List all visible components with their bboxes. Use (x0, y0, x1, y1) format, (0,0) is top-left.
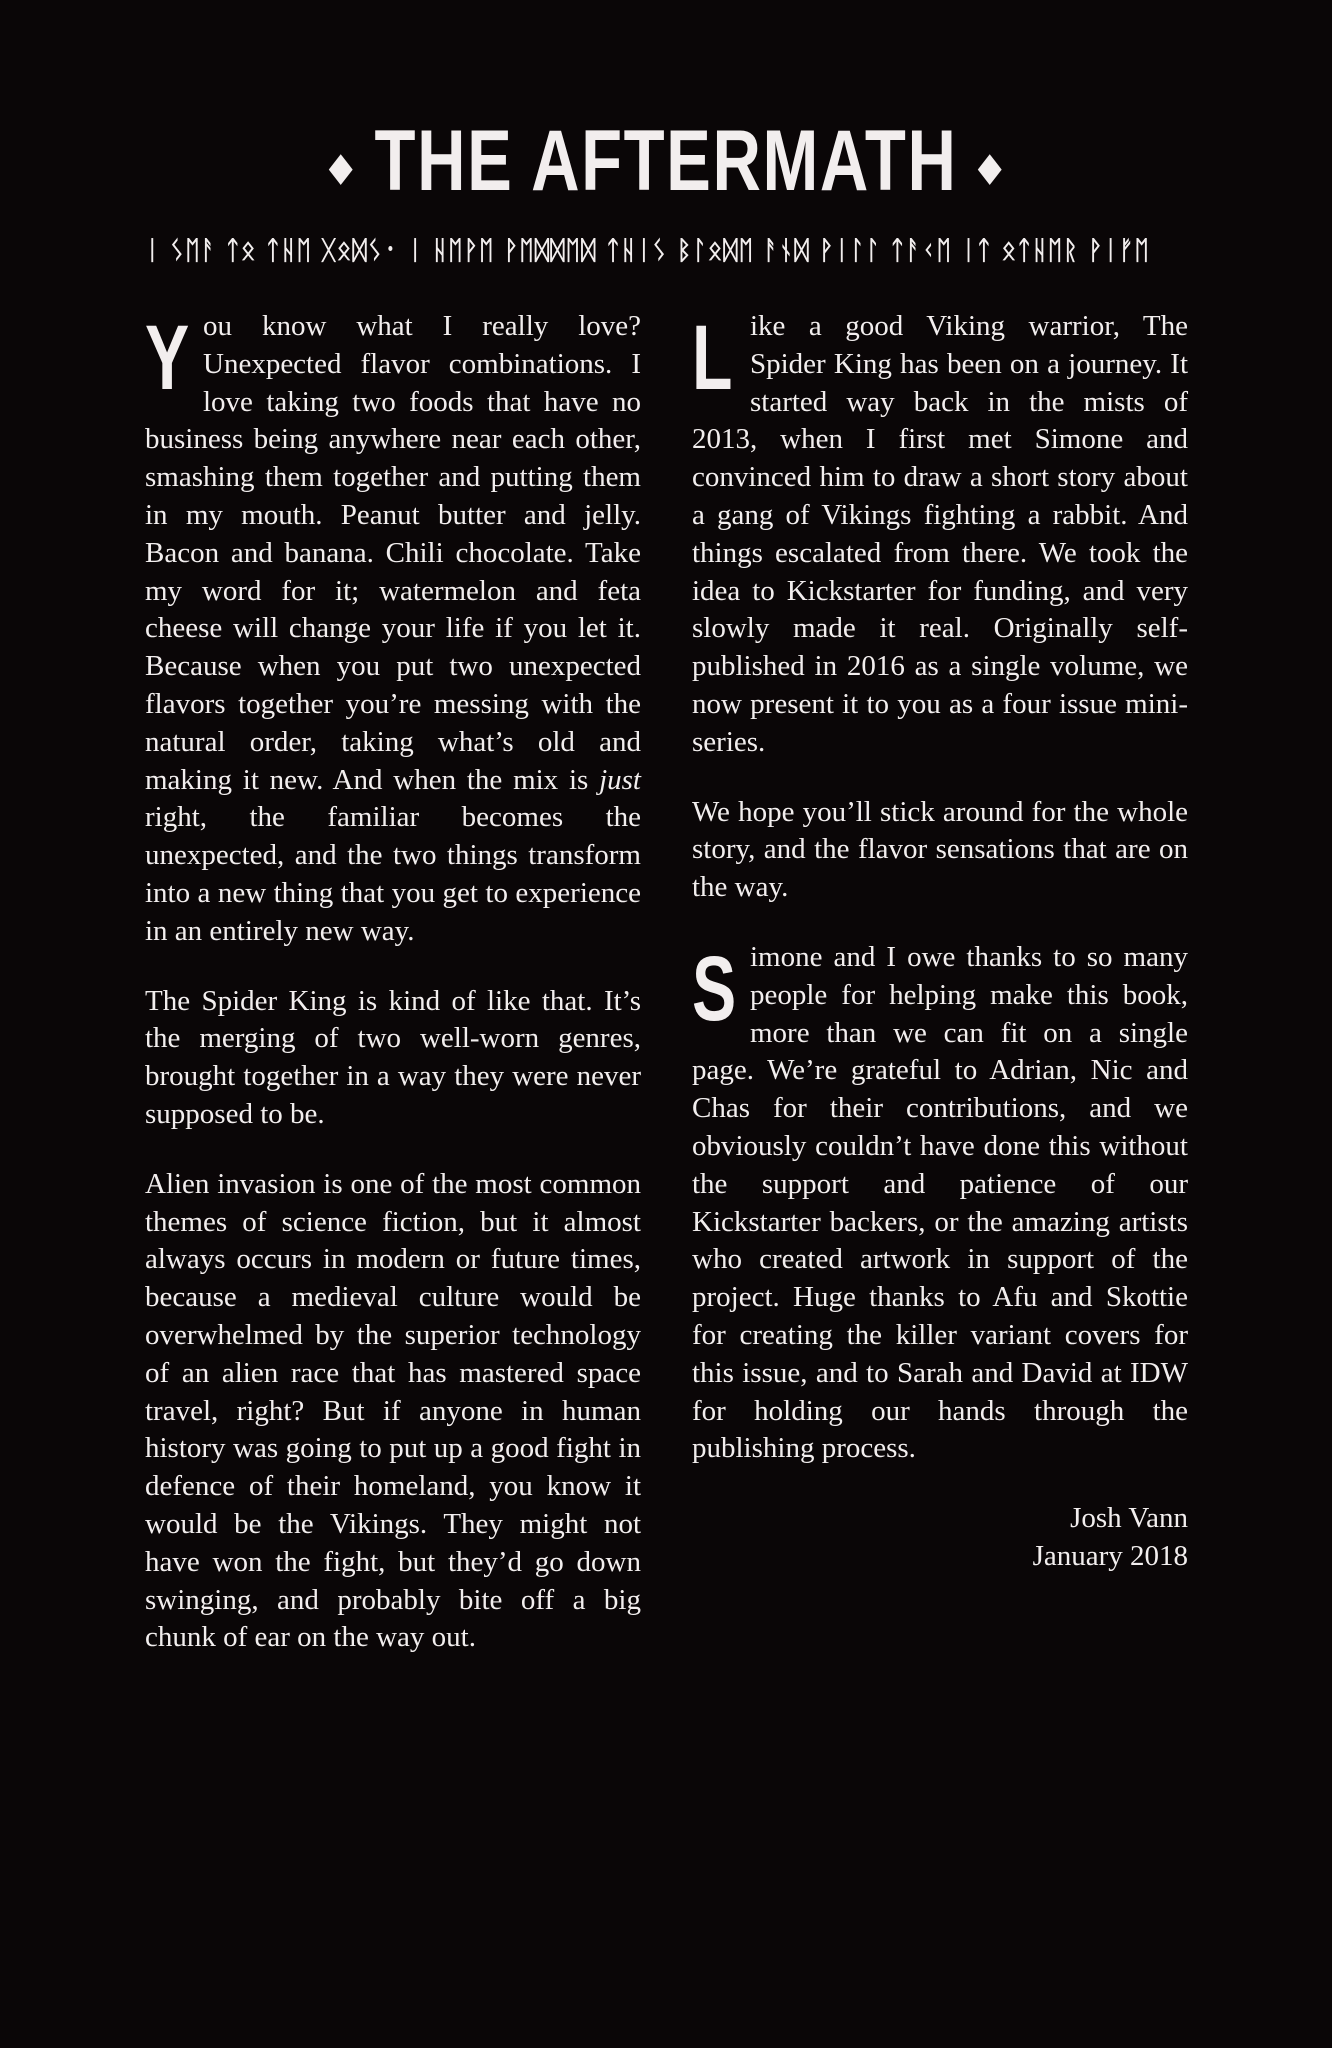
left-p1-text: ou know what I really love? Unexpected flavor combinations. I love taking two foods that have no business being anywhere near each other, smashing them together and putting them in my mouth. Peanut butter and jelly. Bacon and banana. Chili chocolate. Take my word for it; watermelon and feta cheese will change your life if you let it. Because when you put two unexpected flavors together you’re messing with the natural order, taking what’s old and making it new. And when the mix is (145, 310, 641, 796)
right-paragraph-2: We hope you’ll stick around for the whole story, and the flavor sensations that are on the way. (692, 795, 1188, 904)
left-p1-text-end: right, the familiar becomes the unexpected, and the two things transform into a new thing that you get to experience in an entirely new way. (145, 801, 641, 947)
drop-cap-l: L (692, 307, 733, 409)
left-paragraph-1 (145, 308, 641, 951)
left-column (145, 308, 641, 1689)
right-column (692, 308, 1188, 1608)
signature-date: January 2018 (1032, 1539, 1188, 1572)
left-p1-emphasis: just (599, 763, 641, 796)
signature (692, 1500, 1188, 1576)
diamond-ornament-right-icon: ◆ (977, 145, 1004, 190)
drop-cap-y: Y (145, 307, 190, 409)
right-paragraph-3 (692, 939, 1188, 1468)
signature-name: Josh Vann (1070, 1502, 1188, 1535)
left-paragraph-2: The Spider King is kind of like that. It’s the merging of two well-worn genres, brought together in a way they were never supposed to be. (145, 984, 641, 1130)
title-text: THE AFTERMATH (374, 113, 958, 209)
page-title (147, 112, 1186, 211)
right-p1-text: ike a good Viking warrior, The Spider King has been on a journey. It started way back in the mists of 2013, when I first met Simone and convinced him to draw a short story about a gang of Vikings fighting a rabbit. And things escalated from there. We took the idea to Kickstarter for funding, and very slowly made it real. Originally self-published in 2016 as a single volume, we now present it to you as a four issue mini-series. (692, 310, 1188, 758)
runic-subtitle: ᛁ ᛊᛖᚨ ᛏᛟ ᛏᚺᛖ ᚷᛟᛞᛊ᛫ ᛁ ᚺᛖᚹᛖ ᚹᛖᛞᛞᛖᛞ ᛏᚺᛁᛊ ᛒᛚᛟᛞᛖ ᚨᚾᛞ ᚹᛁᛚᛚ ᛏᚨᚲᛖ ᛁᛏ ᛟᛏᚺᛖᚱ ᚹᛁᚠᛖ (145, 236, 1150, 266)
right-paragraph-1 (692, 308, 1188, 762)
diamond-ornament-left-icon: ◆ (328, 145, 355, 190)
drop-cap-s: S (692, 937, 737, 1040)
right-p3-text: imone and I owe thanks to so many people for helping make this book, more than we can fit on a single page. We’re grateful to Adrian, Nic and Chas for their contributions, and we obviously couldn’t have done this without the support and patience of our Kickstarter backers, or the amazing artists who created artwork in support of the project. Huge thanks to Afu and Skottie for creating the killer variant covers for this issue, and to Sarah and David at IDW for holding our hands through the publishing process. (692, 940, 1188, 1465)
left-paragraph-3: Alien invasion is one of the most common themes of science fiction, but it almost always occurs in modern or future times, because a medieval culture would be overwhelmed by the superior technology of an alien race that has mastered space travel, right? But if anyone in human history was going to put up a good fight in defence of their homeland, you know it would be the Vikings. They might not have won the fight, but they’d go down swinging, and probably bite off a big chunk of ear on the way out. (145, 1167, 641, 1654)
